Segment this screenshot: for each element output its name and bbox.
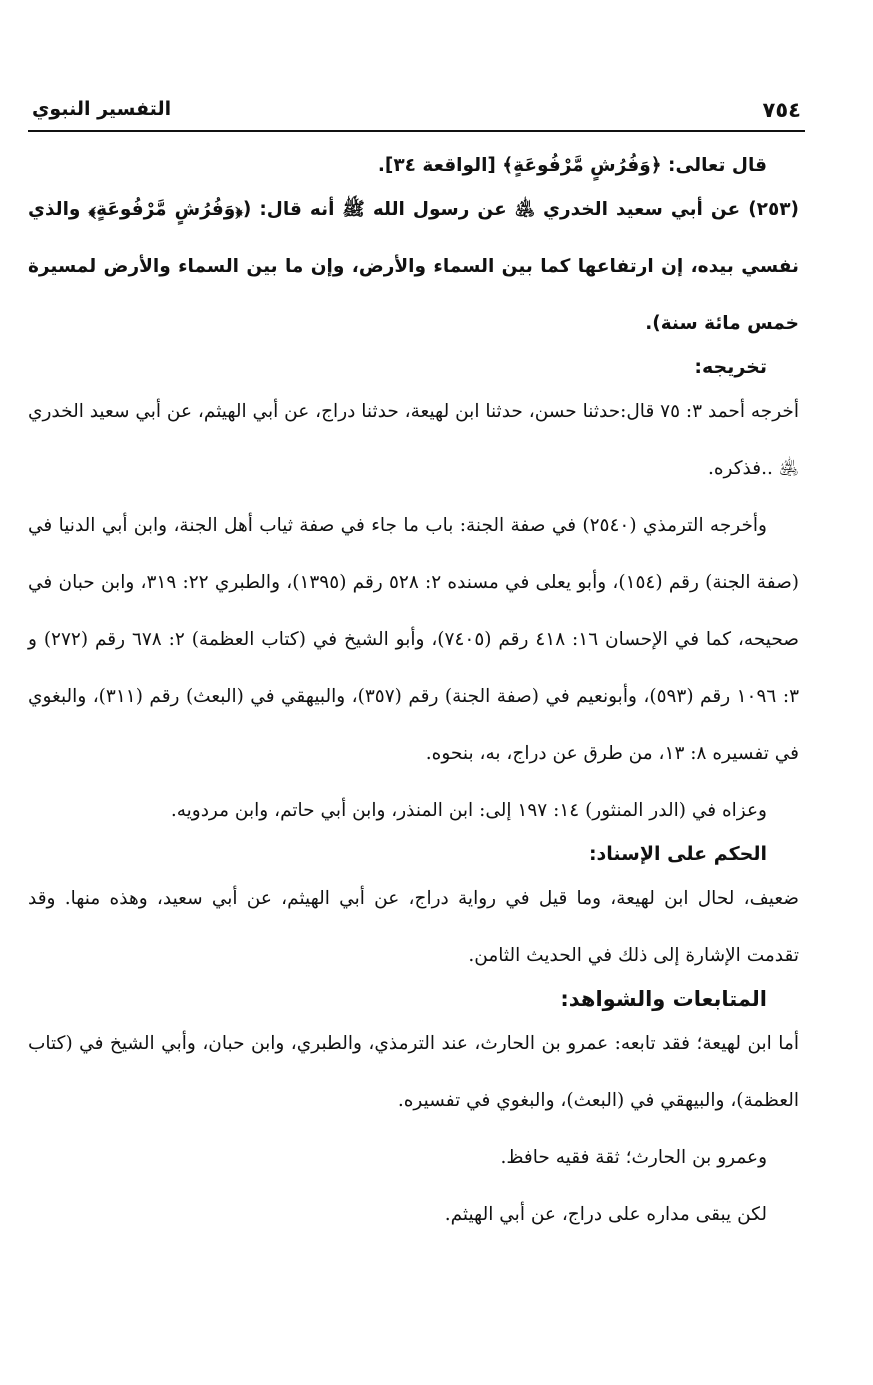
takhrij-paragraph-2: وأخرجه الترمذي (٢٥٤٠) في صفة الجنة: باب ما جاء في صفة ثياب أهل الجنة، وابن أبي الدنيا في (صفة الجنة) رقم (١٥٤)، وأبو يعلى في مسنده ٢: ٥٢٨ رقم (١٣٩٥)، والطبري ٢٢: ٣١٩، وابن حبان في صحيحه، كما في الإحسان ١٦: ٤١٨ رقم (٧٤٠٥)، وأبو الشيخ في (كتاب العظمة) ٢: ٦٧٨ رقم (٢٧٢) و ٣: ١٠٩٦ رقم (٥٩٣)، وأبونعيم في (صفة الجنة) رقم (٣٥٧)، والبيهقي في (البعث) رقم (٣١١)، والبغوي في تفسيره ٨: ١٣، من طرق عن دراج، به، بنحوه. xyxy=(28,515,800,764)
takhrij-paragraph-1: أخرجه أحمد ٣: ٧٥ قال:حدثنا حسن، حدثنا ابن لهيعة، حدثنا دراج، عن أبي الهيثم، عن أبي سعيد الخدري ﵁ ..فذكره. xyxy=(28,401,799,479)
takhrij-heading: تخريجه: xyxy=(694,356,767,378)
hadith-text: (٢٥٣) عن أبي سعيد الخدري ﵁ عن رسول الله ﷺ أنه قال: (﴿وَفُرُشٍ مَّرْفُوعَةٍ﴾ والذي نفسي بيده، إن ارتفاعها كما بين السماء والأرض، وإن ما بين السماء والأرض لمسيرة خمس مائة سنة). xyxy=(28,199,799,334)
running-title: التفسير النبوي xyxy=(32,98,172,120)
page-content xyxy=(28,150,799,1243)
quranic-verse: قال تعالى: ﴿وَفُرُشٍ مَّرْفُوعَةٍ﴾ [الواقعة ٣٤]. xyxy=(377,155,767,176)
page-header xyxy=(28,96,805,132)
hukm-paragraph: ضعيف، لحال ابن لهيعة، وما قيل في رواية دراج، عن أبي الهيثم، عن أبي سعيد، وهذه منها. وقد تقدمت الإشارة إلى ذلك في الحديث الثامن. xyxy=(28,888,799,966)
mutabaat-paragraph-2: وعمرو بن الحارث؛ ثقة فقيه حافظ. xyxy=(500,1147,767,1168)
mutabaat-paragraph-1: أما ابن لهيعة؛ فقد تابعه: عمرو بن الحارث، عند الترمذي، والطبري، وابن حبان، وأبي الشيخ في (كتاب العظمة)، والبيهقي في (البعث)، والبغوي في تفسيره. xyxy=(28,1033,799,1111)
takhrij-paragraph-3: وعزاه في (الدر المنثور) ١٤: ١٩٧ إلى: ابن المنذر، وابن أبي حاتم، وابن مردويه. xyxy=(170,800,767,821)
page-number: ٧٥٤ xyxy=(762,98,801,122)
mutabaat-paragraph-3: لكن يبقى مداره على دراج، عن أبي الهيثم. xyxy=(444,1204,767,1225)
hukm-heading: الحكم على الإسناد: xyxy=(588,843,767,865)
mutabaat-heading: المتابعات والشواهد: xyxy=(560,987,767,1011)
